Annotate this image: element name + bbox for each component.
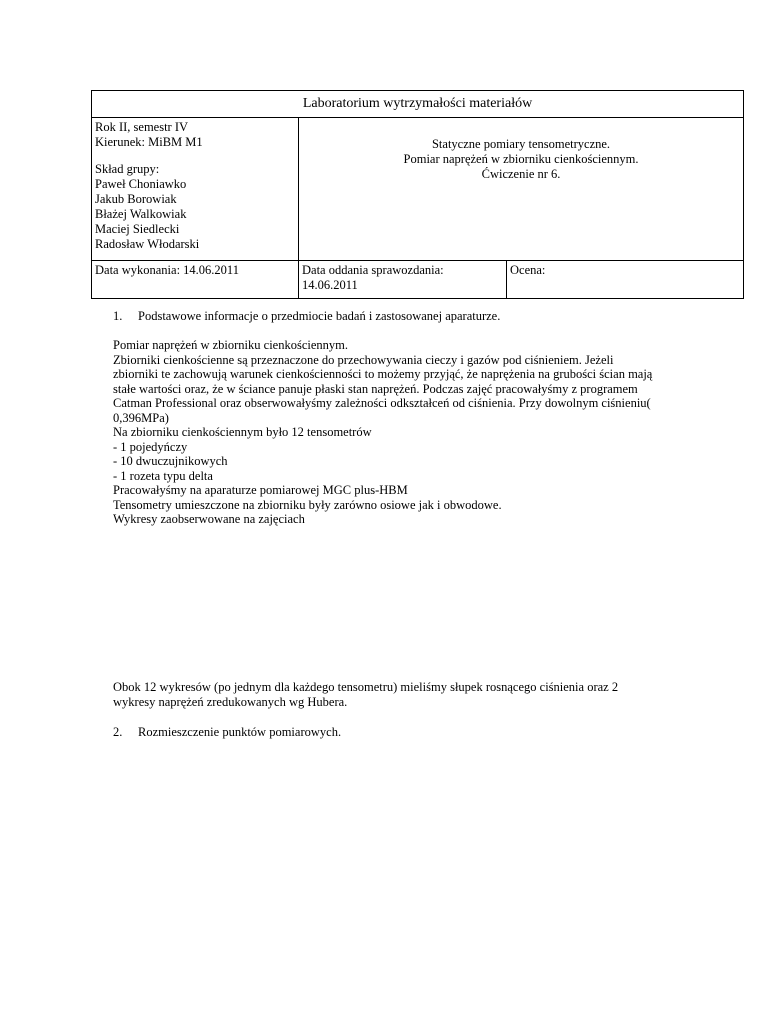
list-item: - 10 dwuczujnikowych: [113, 454, 228, 468]
paragraph-line: Na zbiorniku cienkościennym było 12 tensometrów: [113, 425, 372, 439]
section-2-heading: [113, 725, 341, 740]
date-submitted-label: Data oddania sprawozdania:: [302, 263, 444, 277]
grade-cell: Ocena:: [507, 261, 744, 299]
section-title: Podstawowe informacje o przedmiocie badań i zastosowanej aparaturze.: [138, 309, 501, 323]
group-member: Jakub Borowiak: [95, 192, 177, 206]
report-header-table: [91, 90, 744, 299]
exercise-subject-cell: [299, 118, 744, 261]
list-item: - 1 pojedyńczy: [113, 439, 188, 454]
section-number: 2.: [113, 725, 123, 739]
paragraph-line: wykresy naprężeń zredukowanych wg Hubera.: [113, 694, 348, 709]
group-member: Błażej Walkowiak: [95, 207, 187, 221]
section-number: 1.: [113, 309, 123, 323]
paragraph-line: Zbiorniki cienkościenne są przeznaczone do przechowywania cieczy i gazów pod ciśnieniem. Jeżeli: [113, 352, 614, 367]
paragraph-line: zbiorniki te zachowują warunek cienkościenności to możemy przyjąć, że naprężenia na grubości ścian mają: [113, 367, 653, 381]
paragraph-line: Pracowałyśmy na aparaturze pomiarowej MGC plus-HBM: [113, 483, 408, 497]
section-title: Rozmieszczenie punktów pomiarowych.: [138, 725, 342, 739]
paragraph-line: Tensometry umieszczone na zbiorniku były zarówno osiowe jak i obwodowe.: [113, 497, 502, 512]
date-submitted-cell: [299, 261, 507, 299]
subject-line: Ćwiczenie nr 6.: [481, 167, 561, 181]
date-submitted-value: 14.06.2011: [302, 278, 358, 292]
subject-line: Statyczne pomiary tensometryczne.: [431, 137, 611, 151]
list-item: - 1 rozeta typu delta: [113, 468, 213, 483]
charts-note: [113, 680, 703, 709]
subject-line: Pomiar naprężeń w zbiorniku cienkościennym.: [403, 152, 639, 166]
paragraph-line: Wykresy zaobserwowane na zajęciach: [113, 512, 305, 526]
group-info-cell: [92, 118, 299, 261]
group-member: Radosław Włodarski: [95, 237, 200, 251]
section-1-heading: [113, 309, 500, 324]
paragraph-line: stałe wartości oraz, że w ściance panuje płaski stan naprężeń. Podczas zajęć pracowałyśmy z programem: [113, 381, 638, 396]
paragraph-line: Obok 12 wykresów (po jednym dla każdego tensometru) mieliśmy słupek rosnącego ciśnienia oraz 2: [113, 680, 619, 694]
section-1-body: [113, 338, 703, 527]
group-member: Paweł Choniawko: [95, 177, 187, 191]
group-label: Skład grupy:: [95, 162, 160, 176]
course-line: Kierunek: MiBM M1: [95, 135, 203, 149]
report-title: Laboratorium wytrzymałości materiałów: [92, 91, 744, 118]
course-line: Rok II, semestr IV: [95, 120, 189, 134]
paragraph-line: Catman Professional oraz obserwowałyśmy zależności odkształceń od ciśnienia. Przy dowolnym ciśnieniu(: [113, 396, 651, 410]
date-done-cell: Data wykonania: 14.06.2011: [92, 261, 299, 299]
paragraph-line: Pomiar naprężeń w zbiorniku cienkościennym.: [113, 338, 348, 352]
paragraph-line: 0,396MPa): [113, 410, 169, 425]
group-member: Maciej Siedlecki: [95, 222, 180, 236]
